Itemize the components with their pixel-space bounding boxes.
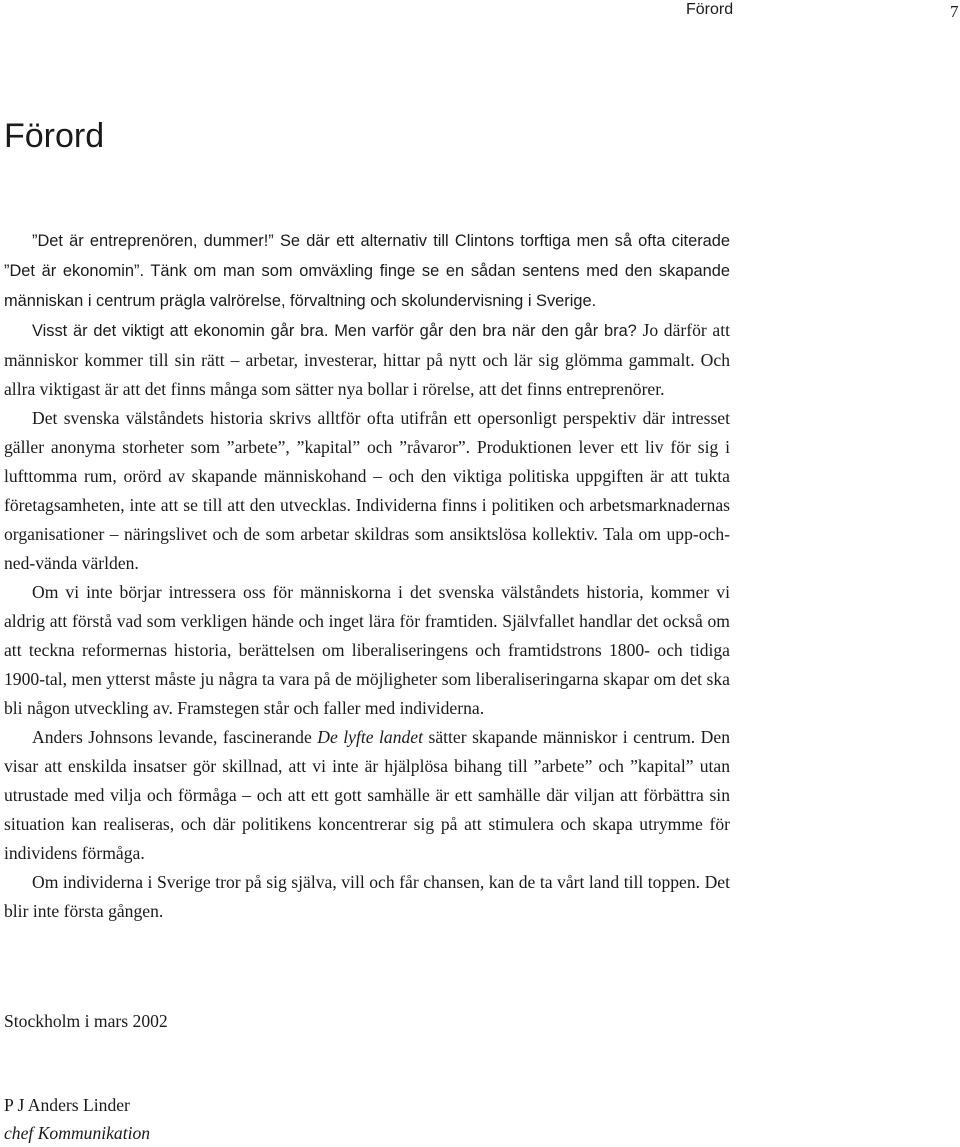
page-number: 7 (950, 2, 959, 21)
paragraph (4, 316, 730, 404)
body-text (4, 226, 730, 926)
paragraph-text: Jo därför att människor kommer till sin rätt – arbetar, investerar, hittar på nytt och lär sig glömma gammalt. Och allra viktigast är att det finns många som sätter nya bollar i rörelse, att det finns entreprenörer. (4, 320, 731, 399)
paragraph (4, 578, 730, 723)
page-title: Förord (4, 117, 105, 155)
paragraph-text: Om individerna i Sverige tror på sig själva, vill och får chansen, kan de ta vårt land till toppen. Det blir inte första gången. (4, 872, 730, 921)
paragraph (4, 404, 730, 578)
book-title: De lyfte landet (317, 727, 424, 747)
paragraph (4, 226, 730, 316)
paragraph-text: ”Det är entreprenören, dummer!” Se där ett alternativ till Clintons torftiga men så ofta citerade ”Det är ekonomin”. Tänk om man som omväxling finge se en sådan sentens med den skapande människan i centrum prägla valrörelse, förvaltning och skolundervisning i Sverige. (4, 232, 730, 310)
signature (4, 1091, 150, 1147)
paragraph-text: Anders Johnsons levande, fascinerande (32, 727, 318, 747)
running-head: Förord (686, 1, 734, 18)
paragraph-text: Om vi inte börjar intressera oss för människorna i det svenska välståndets historia, kommer vi aldrig att förstå vad som verkligen hände och inget lära för framtiden. Självfallet handlar det också om att teckna reformernas historia, berättelsen om liberaliseringens och framtidstrons 1800- och tidiga 1900-tal, men ytterst måste ju några ta vara på de möjligheter som liberaliseringarna skapar om det ska bli någon utveckling av. Framstegen står och faller med individerna. (4, 582, 730, 718)
paragraph-text: sätter skapande människor i centrum. Den visar att enskilda insatser gör skillnad, att vi inte är hjälplösa bihang till ”arbete” och ”kapital” utan utrustade med vilja och förmåga – och att ett gott samhälle är ett samhälle där viljan att förbättra sin situation kan realiseras, och där politikens koncentrerar sig på att stimulera och skapa utrymme för individens förmåga. (4, 727, 730, 863)
paragraph (4, 723, 730, 868)
paragraph-text: Det svenska välståndets historia skrivs alltför ofta utifrån ett opersonligt perspektiv där intresset gäller anonyma storheter som ”arbete”, ”kapital” och ”råvaror”. Produktionen lever ett liv för sig i lufttomma rum, orörd av skapande människohand – och den viktiga politiska uppgiften är att tukta företagsamheten, inte att se till att den utvecklas. Individerna finns i politiken och arbetsmarknadernas organisationer – näringslivet och de som arbetar skildras som ansiktslösa kollektiv. Tala om upp-och-ned-vända världen. (4, 408, 730, 573)
paragraph-text: Visst är det viktigt att ekonomin går bra. Men varför går den bra när den går bra? (32, 322, 637, 340)
signature-role: chef Kommunikation (4, 1123, 151, 1143)
paragraph (4, 868, 730, 926)
dateline: Stockholm i mars 2002 (4, 1011, 168, 1031)
signature-name: P J Anders Linder (4, 1095, 130, 1115)
